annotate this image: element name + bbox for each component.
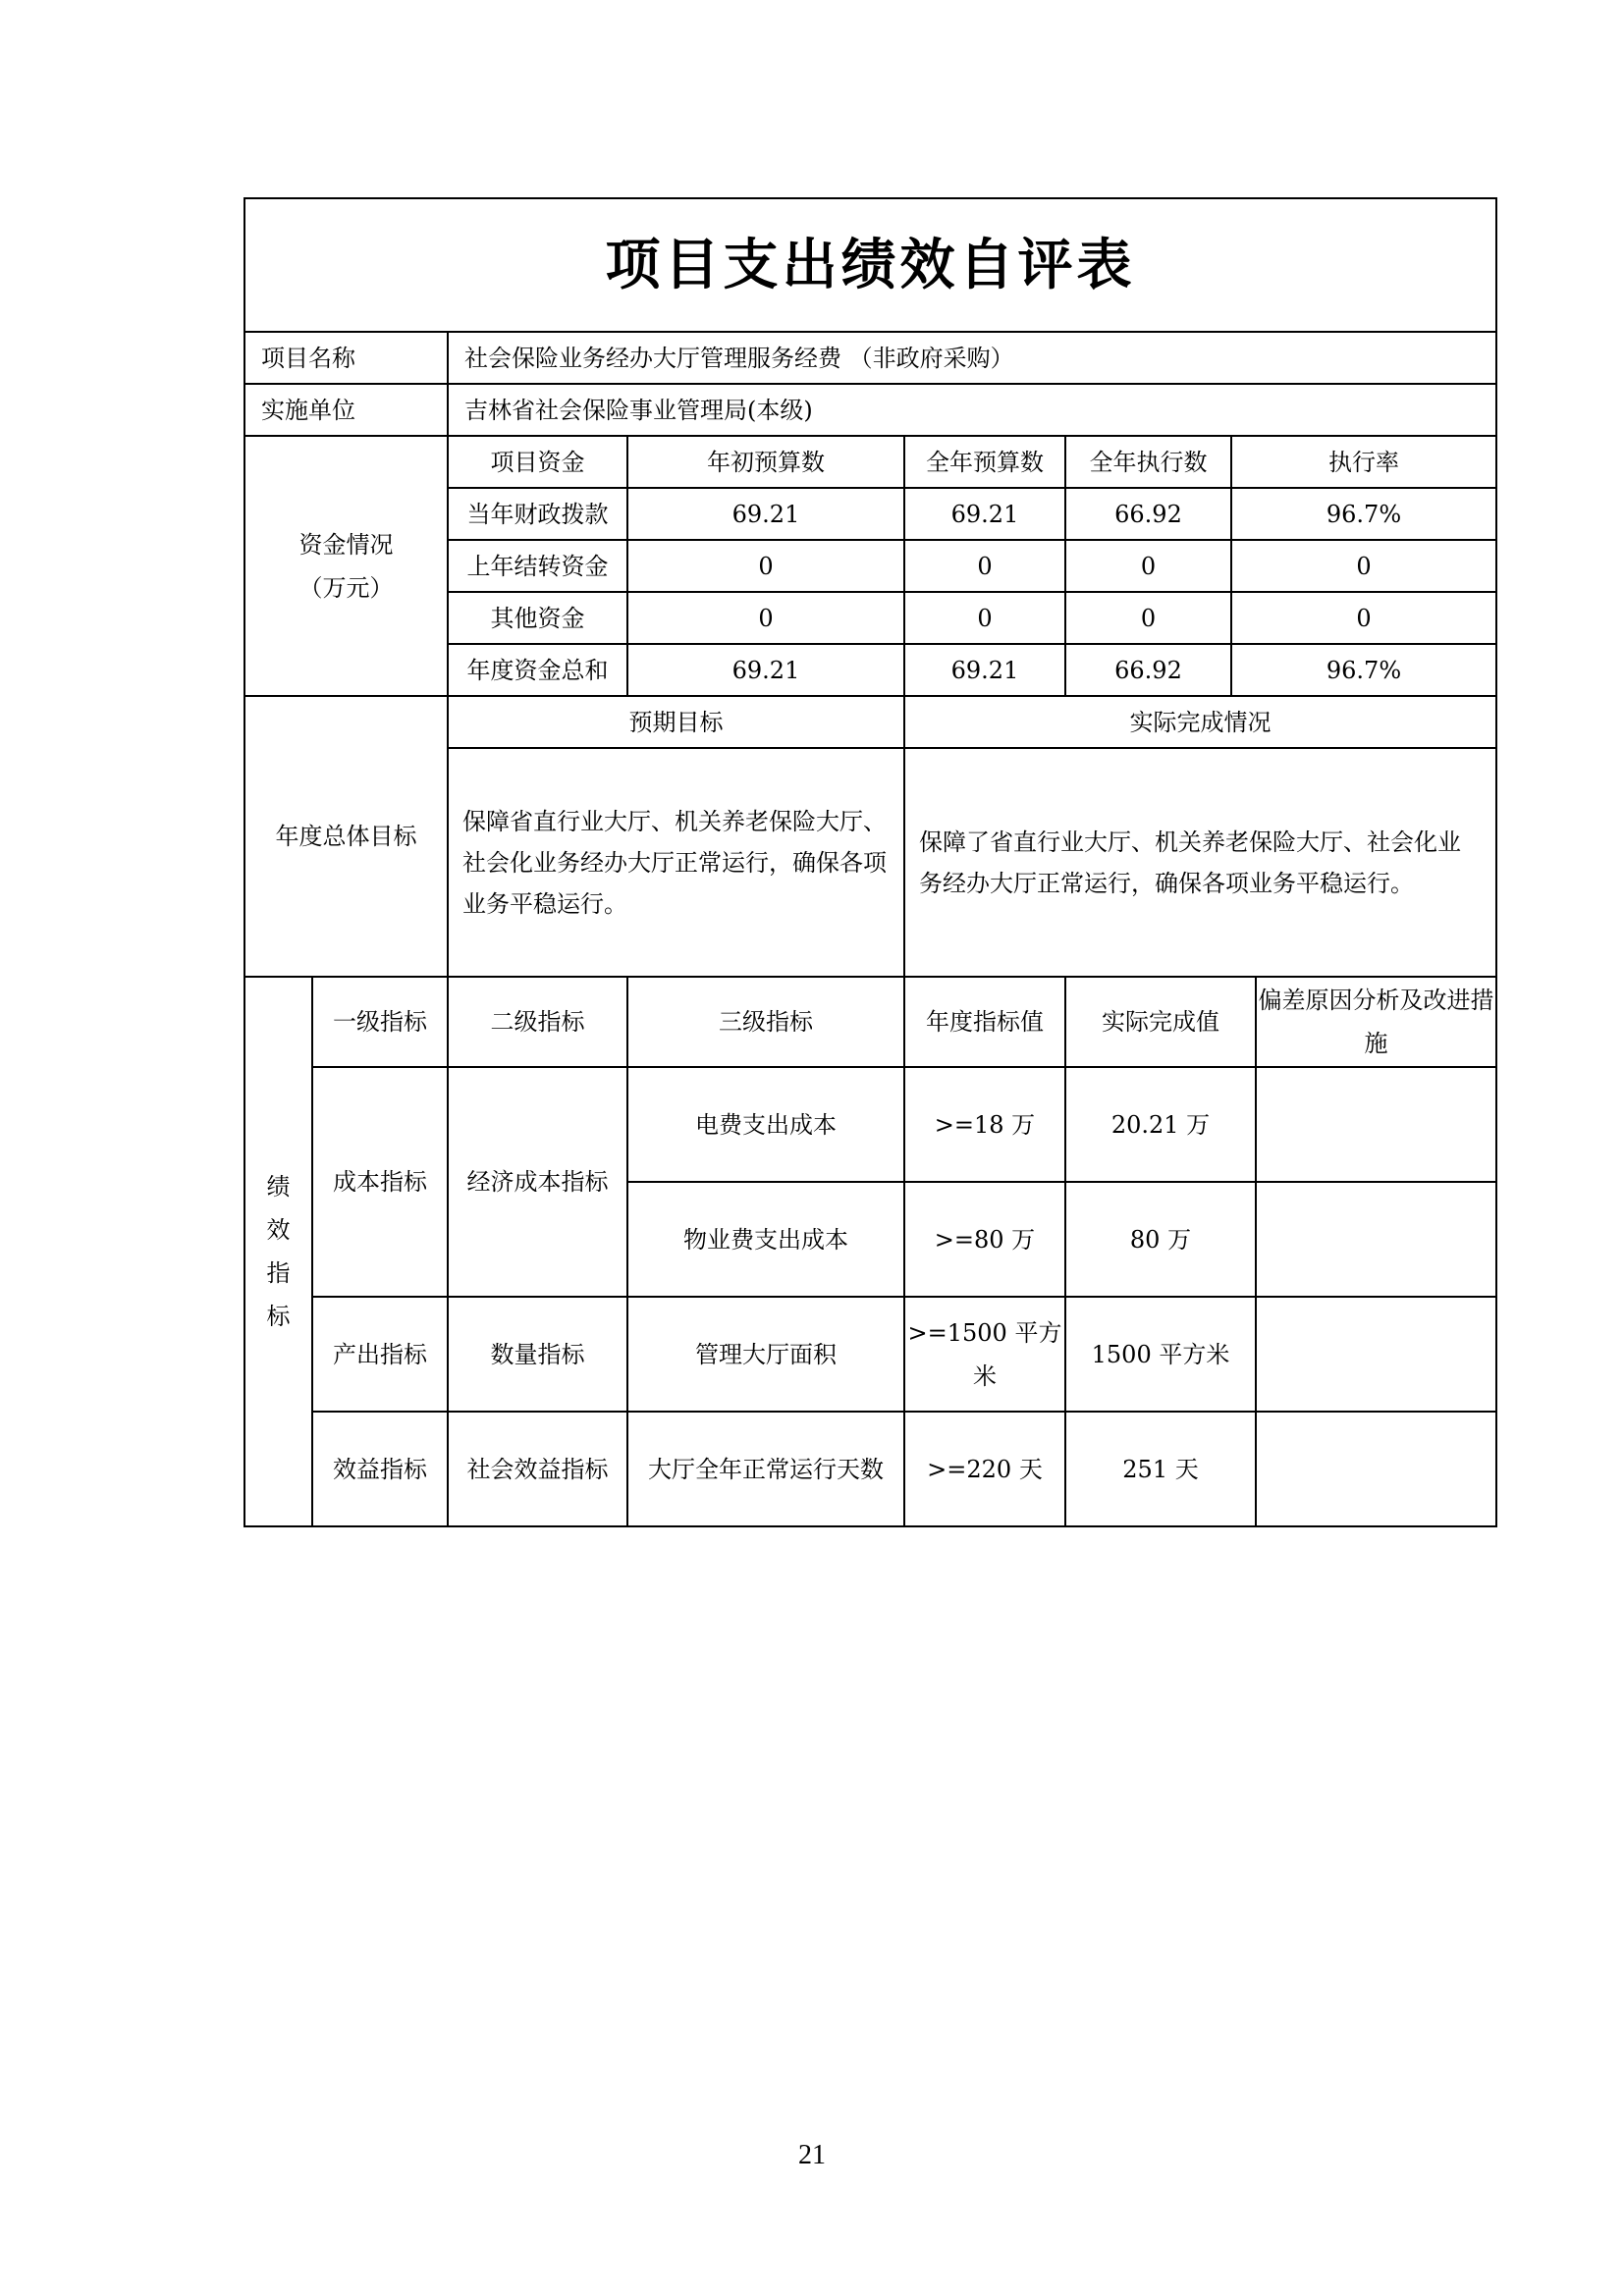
funds-cell: 69.21 — [627, 644, 904, 696]
funds-header: 年初预算数 — [627, 436, 904, 488]
funds-cell: 上年结转资金 — [448, 540, 627, 592]
table-row — [244, 1412, 1496, 1526]
indicator-actual: 80 万 — [1065, 1182, 1256, 1297]
indicator-reason — [1256, 1297, 1496, 1412]
indicator-target: >=80 万 — [904, 1182, 1065, 1297]
indicator-target: >=1500 平方米 — [904, 1297, 1065, 1412]
indicator-actual: 1500 平方米 — [1065, 1297, 1256, 1412]
project-name-value: 社会保险业务经办大厅管理服务经费 （非政府采购） — [448, 332, 1496, 384]
expected-goal-header: 预期目标 — [448, 696, 904, 748]
funds-cell: 0 — [627, 540, 904, 592]
indicator-actual: 20.21 万 — [1065, 1067, 1256, 1182]
table-row — [244, 1067, 1496, 1182]
funds-cell: 69.21 — [904, 488, 1065, 540]
unit-label: 实施单位 — [244, 384, 448, 436]
benefit-level1: 效益指标 — [312, 1412, 448, 1526]
cost-level2: 经济成本指标 — [448, 1067, 627, 1297]
funds-cell: 0 — [1065, 540, 1231, 592]
project-name-label: 项目名称 — [244, 332, 448, 384]
output-level1: 产出指标 — [312, 1297, 448, 1412]
indicator-target: >=220 天 — [904, 1412, 1065, 1526]
funds-cell: 69.21 — [627, 488, 904, 540]
indicator-target: >=18 万 — [904, 1067, 1065, 1182]
indicator-actual: 251 天 — [1065, 1412, 1256, 1526]
funds-cell: 0 — [904, 592, 1065, 644]
indicator-reason — [1256, 1182, 1496, 1297]
actual-completion-text: 保障了省直行业大厅、机关养老保险大厅、社会化业务经办大厅正常运行，确保各项业务平稳运行。 — [904, 748, 1496, 977]
funds-cell: 0 — [1231, 540, 1496, 592]
performance-indicator-label: 绩 效 指 标 — [244, 977, 312, 1526]
funds-cell: 当年财政拨款 — [448, 488, 627, 540]
funds-cell: 96.7% — [1231, 644, 1496, 696]
indicator-reason — [1256, 1412, 1496, 1526]
indicator-header: 一级指标 — [312, 977, 448, 1067]
actual-completion-header: 实际完成情况 — [904, 696, 1496, 748]
funds-cell: 0 — [1231, 592, 1496, 644]
funds-cell: 年度资金总和 — [448, 644, 627, 696]
indicator-name: 大厅全年正常运行天数 — [627, 1412, 904, 1526]
indicator-name: 电费支出成本 — [627, 1067, 904, 1182]
benefit-level2: 社会效益指标 — [448, 1412, 627, 1526]
funds-header-row — [244, 436, 1496, 488]
funds-cell: 66.92 — [1065, 644, 1231, 696]
page-title: 项目支出绩效自评表 — [244, 198, 1496, 332]
funds-header: 项目资金 — [448, 436, 627, 488]
indicator-name: 管理大厅面积 — [627, 1297, 904, 1412]
indicator-reason — [1256, 1067, 1496, 1182]
funds-label: 资金情况 （万元） — [244, 436, 448, 696]
funds-header: 执行率 — [1231, 436, 1496, 488]
indicator-header: 实际完成值 — [1065, 977, 1256, 1067]
table-row — [244, 1297, 1496, 1412]
expected-goal-text: 保障省直行业大厅、机关养老保险大厅、社会化业务经办大厅正常运行，确保各项业务平稳运行。 — [448, 748, 904, 977]
funds-cell: 96.7% — [1231, 488, 1496, 540]
indicator-header: 偏差原因分析及改进措施 — [1256, 977, 1496, 1067]
funds-cell: 其他资金 — [448, 592, 627, 644]
indicator-header: 三级指标 — [627, 977, 904, 1067]
indicator-header-row — [244, 977, 1496, 1067]
funds-header: 全年执行数 — [1065, 436, 1231, 488]
funds-cell: 0 — [904, 540, 1065, 592]
output-level2: 数量指标 — [448, 1297, 627, 1412]
indicator-header: 二级指标 — [448, 977, 627, 1067]
funds-cell: 0 — [627, 592, 904, 644]
indicator-name: 物业费支出成本 — [627, 1182, 904, 1297]
funds-cell: 66.92 — [1065, 488, 1231, 540]
funds-header: 全年预算数 — [904, 436, 1065, 488]
self-evaluation-table — [244, 197, 1497, 1527]
annual-goal-label: 年度总体目标 — [244, 696, 448, 977]
indicator-header: 年度指标值 — [904, 977, 1065, 1067]
unit-value: 吉林省社会保险事业管理局(本级) — [448, 384, 1496, 436]
page-number: 21 — [798, 2140, 826, 2170]
funds-cell: 69.21 — [904, 644, 1065, 696]
cost-level1: 成本指标 — [312, 1067, 448, 1297]
funds-cell: 0 — [1065, 592, 1231, 644]
